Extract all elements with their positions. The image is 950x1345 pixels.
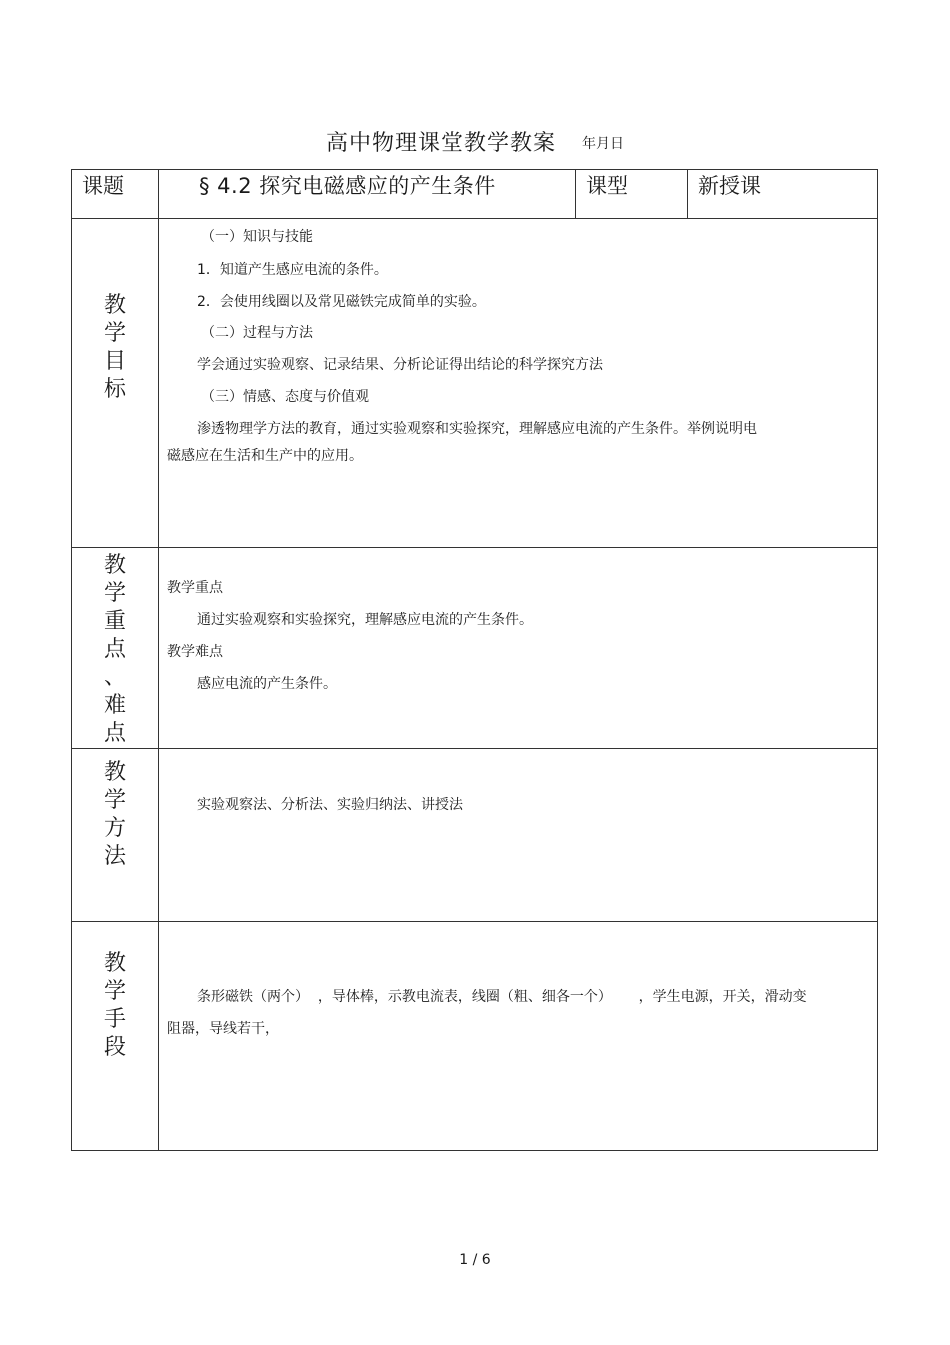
goals-line: （二）过程与方法 (201, 325, 313, 341)
key-points-label: 教 学 重 点 、 难 点 (72, 548, 159, 749)
goals-line: 1．知道产生感应电流的条件。 (197, 262, 388, 278)
goals-line: （三）情感、态度与价值观 (201, 389, 369, 405)
key-point-title: 教学重点 (167, 580, 223, 596)
lesson-type-value: 新授课 (688, 170, 878, 219)
topic-label: 课题 (72, 170, 159, 219)
key-points-content (159, 548, 878, 749)
difficult-point-text: 感应电流的产生条件。 (197, 676, 337, 692)
methods-content (159, 749, 878, 922)
goals-line: 2．会使用线圈以及常见磁铁完成简单的实验。 (197, 294, 486, 310)
topic-row (72, 170, 878, 219)
goals-line: 渗透物理学方法的教育，通过实验观察和实验探究，理解感应电流的产生条件。举例说明电 (197, 421, 757, 437)
document-title-line (0, 126, 950, 157)
means-label: 教 学 手 段 (72, 922, 159, 1151)
goals-row (72, 219, 878, 548)
goals-line: 学会通过实验观察、记录结果、分析论证得出结论的科学探究方法 (197, 357, 603, 373)
page-number: 1 / 6 (459, 1252, 491, 1268)
document-date: 年月日 (582, 136, 624, 152)
document-title: 高中物理课堂教学教案 (325, 131, 556, 156)
lesson-plan-table (71, 169, 878, 1151)
methods-text: 实验观察法、分析法、实验归纳法、讲授法 (197, 797, 463, 813)
means-content (159, 922, 878, 1151)
difficult-point-title: 教学难点 (167, 644, 223, 660)
means-text-line: 阻器，导线若干， (167, 1021, 279, 1037)
methods-row (72, 749, 878, 922)
goals-line: 磁感应在生活和生产中的应用。 (167, 448, 363, 464)
topic-value: § 4.2 探究电磁感应的产生条件 (159, 170, 576, 219)
means-text-line: 条形磁铁（两个） ，导体棒，示教电流表，线圈（粗、细各一个） ，学生电源，开关，滑动变 (197, 989, 807, 1005)
means-row (72, 922, 878, 1151)
goals-content (159, 219, 878, 548)
methods-label: 教 学 方 法 (72, 749, 159, 922)
key-point-text: 通过实验观察和实验探究，理解感应电流的产生条件。 (197, 612, 533, 628)
goals-line: （一）知识与技能 (201, 229, 313, 245)
key-points-row (72, 548, 878, 749)
goals-label: 教 学 目 标 (72, 219, 159, 548)
lesson-type-label: 课型 (576, 170, 688, 219)
